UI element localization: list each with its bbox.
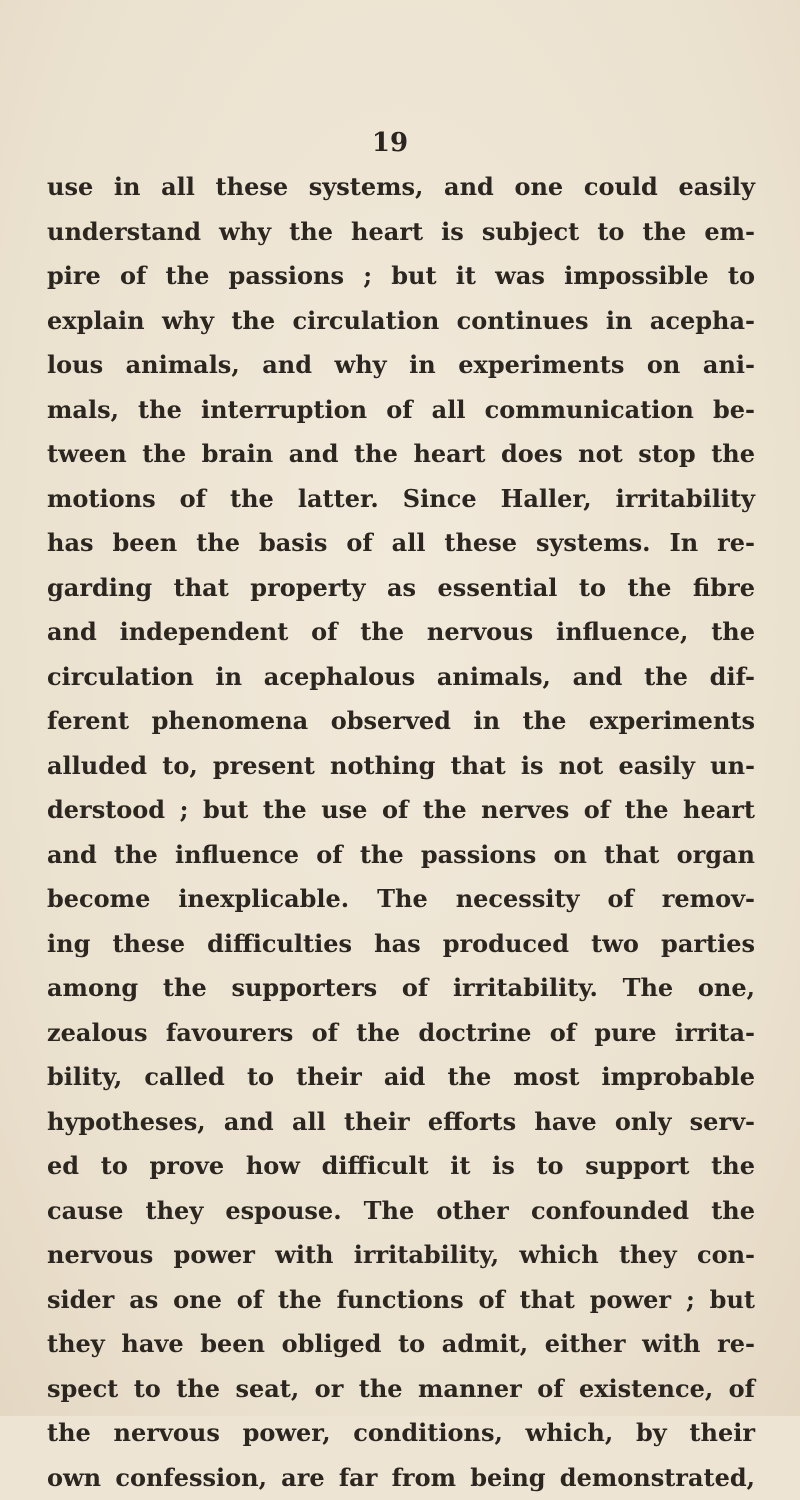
text-line: has been the basis of all these systems. In re- <box>47 521 755 566</box>
text-line: sider as one of the functions of that power ; but <box>47 1278 755 1323</box>
text-line: motions of the latter. Since Haller, irritability <box>47 477 755 522</box>
text-line: understand why the heart is subject to the em- <box>47 210 755 255</box>
text-line: the nervous power, conditions, which, by their <box>47 1411 755 1456</box>
text-line: ing these difficulties has produced two parties <box>47 922 755 967</box>
text-line: explain why the circulation continues in acepha- <box>47 299 755 344</box>
page-number: 19 <box>0 128 780 158</box>
body-text <box>47 165 755 1500</box>
text-line: tween the brain and the heart does not stop the <box>47 432 755 477</box>
text-line: pire of the passions ; but it was impossible to <box>47 254 755 299</box>
text-line: nervous power with irritability, which they con- <box>47 1233 755 1278</box>
text-line: lous animals, and why in experiments on ani- <box>47 343 755 388</box>
text-line: derstood ; but the use of the nerves of the heart <box>47 788 755 833</box>
text-line: and the influence of the passions on that organ <box>47 833 755 878</box>
text-line: ed to prove how difficult it is to support the <box>47 1144 755 1189</box>
text-line: use in all these systems, and one could easily <box>47 165 755 210</box>
text-line: garding that property as essential to the fibre <box>47 566 755 611</box>
text-line: own confession, are far from being demonstrated, <box>47 1456 755 1500</box>
text-line: bility, called to their aid the most improbable <box>47 1055 755 1100</box>
text-line: alluded to, present nothing that is not easily un- <box>47 744 755 789</box>
text-line: hypotheses, and all their efforts have only serv- <box>47 1100 755 1145</box>
text-line: mals, the interruption of all communication be- <box>47 388 755 433</box>
text-line: cause they espouse. The other confounded the <box>47 1189 755 1234</box>
text-line: circulation in acephalous animals, and the dif- <box>47 655 755 700</box>
text-line: spect to the seat, or the manner of existence, of <box>47 1367 755 1412</box>
text-line: among the supporters of irritability. The one, <box>47 966 755 1011</box>
text-line: and independent of the nervous influence, the <box>47 610 755 655</box>
text-line: ferent phenomena observed in the experiments <box>47 699 755 744</box>
text-line: become inexplicable. The necessity of remov- <box>47 877 755 922</box>
text-line: they have been obliged to admit, either with re- <box>47 1322 755 1367</box>
text-line: zealous favourers of the doctrine of pure irrita- <box>47 1011 755 1056</box>
